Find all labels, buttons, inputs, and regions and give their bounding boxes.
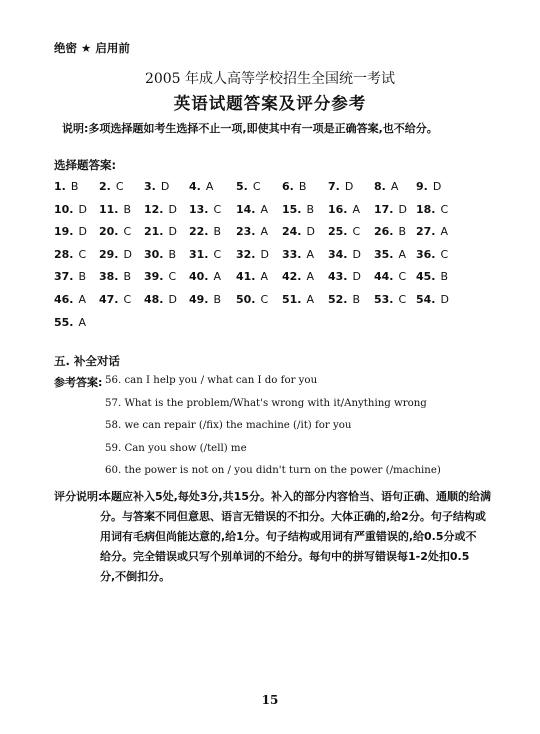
question-number: 38. (99, 270, 119, 284)
question-number: 35. (374, 247, 394, 261)
question-number: 40. (189, 270, 209, 284)
question-number: 45. (416, 270, 436, 284)
answer-letter: C (168, 270, 177, 284)
answer-item (189, 270, 221, 283)
answer-letter: C (440, 247, 449, 261)
answer-item (189, 203, 221, 216)
confidential-label: 绝密 ★ 启用前 (54, 41, 130, 55)
question-number: 16. (328, 202, 348, 216)
answer-item (282, 180, 306, 193)
question-number: 15. (282, 202, 302, 216)
answer-letter: C (440, 202, 449, 216)
question-number: 1. (54, 180, 66, 193)
dialogue-answer-56: 56. can I help you / what can I do for you (105, 375, 318, 386)
question-number: 26. (374, 225, 394, 239)
dialogue-answer-58: 58. we can repair (/fix) the machine (/it) for you (105, 420, 352, 431)
answer-item (374, 293, 406, 306)
answer-letter: A (213, 270, 222, 284)
answer-letter: D (306, 225, 315, 239)
answer-letter: D (168, 202, 177, 216)
question-number: 31. (189, 247, 209, 261)
answer-item (328, 180, 353, 193)
answer-letter: B (123, 270, 132, 284)
answer-item (374, 270, 406, 283)
answer-item (189, 293, 221, 306)
answer-item (328, 248, 361, 261)
answer-item (236, 180, 261, 193)
question-number: 8. (374, 180, 386, 193)
question-number: 13. (189, 202, 209, 216)
answer-letter: A (306, 292, 315, 306)
question-number: 54. (416, 292, 436, 306)
answer-letter: C (115, 180, 124, 193)
answer-item (54, 225, 87, 238)
question-number: 3. (144, 180, 156, 193)
dialogue-answer-60: 60. the power is not on / you didn't turn on the power (/machine) (105, 465, 441, 476)
answer-letter: C (352, 225, 361, 239)
answer-letter: B (168, 247, 177, 261)
answer-item (236, 203, 268, 216)
question-number: 55. (54, 315, 74, 329)
grading-line: 分,不倒扣分。 (100, 570, 171, 583)
answer-letter: A (306, 270, 315, 284)
answer-letter: B (306, 202, 315, 216)
document-title: 英语试题答案及评分参考 (173, 94, 367, 113)
question-number: 14. (236, 202, 256, 216)
grading-line: 分。与答案不同但意思、语言无错误的不扣分。大体正确的,给2分。句子结构或 (100, 510, 486, 523)
question-number: 18. (416, 202, 436, 216)
answer-item (282, 270, 314, 283)
answer-item (189, 180, 213, 193)
answer-item (144, 225, 177, 238)
answer-item (99, 180, 124, 193)
answer-item (374, 203, 407, 216)
answer-item (99, 270, 131, 283)
answer-item (54, 180, 78, 193)
grading-line: 给分。完全错误或只写个别单词的不给分。每句中的拼写错误每1-2处扣0.5 (100, 550, 470, 563)
answer-letter: A (306, 247, 315, 261)
answer-item (54, 270, 86, 283)
answer-letter: D (260, 247, 269, 261)
answer-item (99, 293, 131, 306)
answer-item (416, 203, 448, 216)
answer-letter: C (213, 247, 222, 261)
question-number: 27. (416, 225, 436, 239)
answer-letter: B (78, 270, 87, 284)
grading-notes (54, 487, 500, 587)
answer-letter: A (260, 225, 269, 239)
question-number: 30. (144, 247, 164, 261)
answer-item (54, 203, 87, 216)
question-number: 22. (189, 225, 209, 239)
answer-item (236, 293, 268, 306)
answer-letter: B (298, 180, 307, 193)
grading-label: 评分说明: (54, 490, 103, 503)
answer-letter: A (398, 247, 407, 261)
answer-row (54, 316, 504, 339)
answer-letter: D (160, 180, 170, 193)
question-number: 4. (189, 180, 201, 193)
answer-row (54, 203, 504, 226)
answer-letter: D (78, 225, 87, 239)
answer-item (54, 316, 86, 329)
answer-item (144, 180, 169, 193)
answer-letter: A (440, 225, 449, 239)
answer-letter: C (252, 180, 261, 193)
question-number: 19. (54, 225, 74, 239)
question-number: 25. (328, 225, 348, 239)
answer-item (416, 180, 441, 193)
question-number: 28. (54, 247, 74, 261)
answer-item (144, 293, 177, 306)
question-number: 10. (54, 202, 74, 216)
answer-item (99, 225, 131, 238)
answer-letter: C (260, 292, 269, 306)
question-number: 47. (99, 292, 119, 306)
question-number: 36. (416, 247, 436, 261)
question-number: 29. (99, 247, 119, 261)
reference-answer-label: 参考答案: (54, 376, 103, 389)
answer-item (416, 225, 448, 238)
answer-letter: B (352, 292, 361, 306)
answer-item (236, 270, 268, 283)
choice-answers-grid (54, 180, 504, 338)
dialogue-answer-57: 57. What is the problem/What's wrong with it/Anything wrong (105, 398, 427, 409)
answer-item (416, 293, 449, 306)
answer-letter: A (390, 180, 399, 193)
answer-letter: B (440, 270, 449, 284)
answer-item (189, 248, 221, 261)
answer-item (328, 203, 360, 216)
answer-item (328, 270, 361, 283)
answer-letter: C (123, 292, 132, 306)
question-number: 51. (282, 292, 302, 306)
instructions-note: 说明:多项选择题如考生选择不止一项,即使其中有一项是正确答案,也不给分。 (62, 122, 438, 135)
answer-letter: A (78, 315, 87, 329)
answer-letter: B (70, 180, 79, 193)
question-number: 6. (282, 180, 294, 193)
question-number: 9. (416, 180, 428, 193)
grading-line: 用词有毛病但尚能达意的,给1分。句子结构或用词有严重错误的,给0.5分或不 (100, 530, 477, 543)
question-number: 5. (236, 180, 248, 193)
answer-letter: A (260, 270, 269, 284)
answer-row (54, 270, 504, 293)
answer-letter: D (78, 202, 87, 216)
answer-item (374, 180, 398, 193)
answer-letter: B (213, 225, 222, 239)
answer-item (374, 248, 406, 261)
answer-letter: A (78, 292, 87, 306)
dialogue-answer-59: 59. Can you show (/tell) me (105, 443, 247, 454)
question-number: 43. (328, 270, 348, 284)
page-number: 15 (261, 693, 279, 707)
answer-letter: C (398, 292, 407, 306)
answer-letter: C (213, 202, 222, 216)
question-number: 33. (282, 247, 302, 261)
answer-letter: C (398, 270, 407, 284)
dialogue-section-heading: 五. 补全对话 (54, 354, 120, 368)
question-number: 50. (236, 292, 256, 306)
answer-letter: B (213, 292, 222, 306)
answer-item (54, 248, 86, 261)
answer-letter: A (205, 180, 214, 193)
answer-letter: D (432, 180, 442, 193)
answer-row (54, 180, 504, 203)
answer-item (189, 225, 221, 238)
question-number: 34. (328, 247, 348, 261)
answer-item (236, 225, 268, 238)
answer-item (236, 248, 269, 261)
question-number: 17. (374, 202, 394, 216)
question-number: 41. (236, 270, 256, 284)
answer-letter: A (260, 202, 269, 216)
question-number: 53. (374, 292, 394, 306)
answer-item (328, 293, 360, 306)
answer-letter: D (123, 247, 132, 261)
question-number: 32. (236, 247, 256, 261)
answer-letter: D (168, 225, 177, 239)
answer-item (282, 225, 315, 238)
question-number: 42. (282, 270, 302, 284)
answer-item (144, 203, 177, 216)
choice-section-heading: 选择题答案: (54, 158, 117, 172)
answer-letter: D (398, 202, 407, 216)
answer-item (99, 203, 131, 216)
answer-letter: D (352, 247, 361, 261)
question-number: 24. (282, 225, 302, 239)
answer-item (282, 248, 314, 261)
answer-letter: D (168, 292, 177, 306)
answer-row (54, 225, 504, 248)
answer-letter: D (352, 270, 361, 284)
answer-item (282, 293, 314, 306)
answer-letter: C (123, 225, 132, 239)
answer-letter: A (352, 202, 361, 216)
answer-item (99, 248, 132, 261)
question-number: 20. (99, 225, 119, 239)
question-number: 46. (54, 292, 74, 306)
answer-item (416, 248, 448, 261)
question-number: 23. (236, 225, 256, 239)
answer-item (54, 293, 86, 306)
question-number: 49. (189, 292, 209, 306)
answer-letter: D (344, 180, 354, 193)
answer-item (282, 203, 314, 216)
answer-row (54, 293, 504, 316)
answer-item (416, 270, 448, 283)
question-number: 39. (144, 270, 164, 284)
grading-line: 本题应补入5处,每处3分,共15分。补入的部分内容恰当、语句正确、通顺的给满 (100, 490, 491, 503)
question-number: 2. (99, 180, 111, 193)
question-number: 21. (144, 225, 164, 239)
answer-item (374, 225, 406, 238)
question-number: 48. (144, 292, 164, 306)
answer-item (144, 248, 176, 261)
question-number: 52. (328, 292, 348, 306)
question-number: 44. (374, 270, 394, 284)
answer-letter: C (78, 247, 87, 261)
answer-letter: B (398, 225, 407, 239)
answer-item (328, 225, 360, 238)
answer-letter: D (440, 292, 449, 306)
question-number: 7. (328, 180, 340, 193)
question-number: 11. (99, 202, 119, 216)
exam-title: 2005 年成人高等学校招生全国统一考试 (144, 71, 396, 87)
question-number: 37. (54, 270, 74, 284)
answer-item (144, 270, 176, 283)
answer-row (54, 248, 504, 271)
answer-letter: B (123, 202, 132, 216)
question-number: 12. (144, 202, 164, 216)
